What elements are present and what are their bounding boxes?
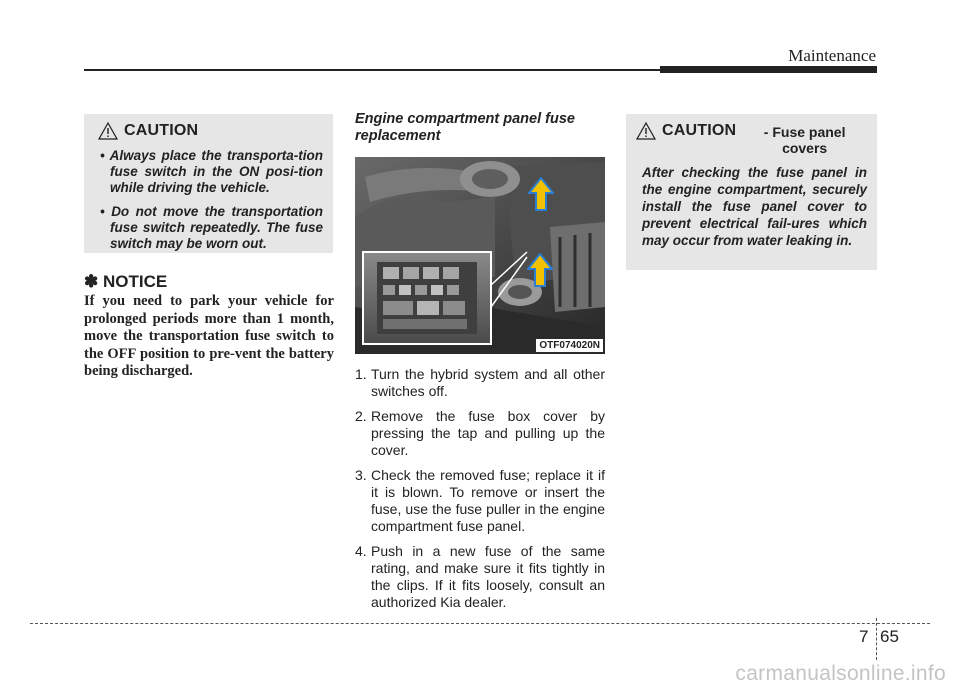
up-arrow-icon — [527, 253, 553, 287]
step-item: 1. Turn the hybrid system and all other switches off. — [355, 366, 605, 399]
header-rule — [84, 69, 660, 71]
warning-triangle-icon — [636, 122, 656, 140]
up-arrow-icon — [528, 177, 554, 211]
caution-label: CAUTION — [124, 122, 199, 139]
section-title: Maintenance — [788, 46, 876, 65]
step-item: 3. Check the removed fuse; replace it if it is blown. To remove or insert the fuse, use the fuse puller in the engine compartment fuse panel. — [355, 467, 605, 534]
step-item: 4. Push in a new fuse of the same rating, and make sure it fits tightly in the clips. If it fits loosely, consult an authorized Kia dealer. — [355, 543, 605, 610]
caution-sublabel: - Fuse panel covers — [763, 124, 846, 156]
caution-text: After checking the fuse panel in the engine compartment, securely install the fuse panel cover to prevent electrical fail-ures which may occur from water leaking in. — [642, 165, 867, 248]
notice-title: ✽ NOTICE — [84, 272, 168, 291]
notice-text: If you need to park your vehicle for prolonged periods more than 1 month, move the transportation fuse switch to the OFF position to pre-vent the battery being discharged. — [84, 293, 334, 379]
engine-compartment-illustration — [355, 157, 605, 354]
caution-header — [636, 122, 867, 156]
warning-triangle-icon — [98, 122, 118, 140]
replacement-steps — [355, 366, 605, 619]
page-number: 65 — [880, 627, 899, 646]
watermark: carmanualsonline.info — [735, 662, 946, 685]
caution-box-fuse-panel-covers — [626, 114, 877, 270]
caution-header — [98, 122, 323, 140]
image-caption: OTF074020N — [536, 339, 603, 352]
chapter-number: 7 — [859, 627, 869, 646]
footer-rule — [30, 623, 930, 624]
caution-label: CAUTION — [662, 122, 737, 139]
caution-box-transport-fuse — [84, 114, 333, 253]
step-item: 2. Remove the fuse box cover by pressing the tap and pulling up the cover. — [355, 408, 605, 458]
header-bar — [660, 66, 877, 73]
caution-item: • Always place the transporta-tion fuse switch in the ON posi-tion while driving the vehicle. — [100, 148, 323, 195]
engine-fuse-panel-photo — [355, 157, 605, 354]
caution-item: • Do not move the transportation fuse switch repeatedly. The fuse switch may be worn out. — [100, 204, 323, 251]
page-divider — [876, 618, 877, 660]
panel-fuse-heading: Engine compartment panel fuse replacement — [355, 111, 575, 144]
